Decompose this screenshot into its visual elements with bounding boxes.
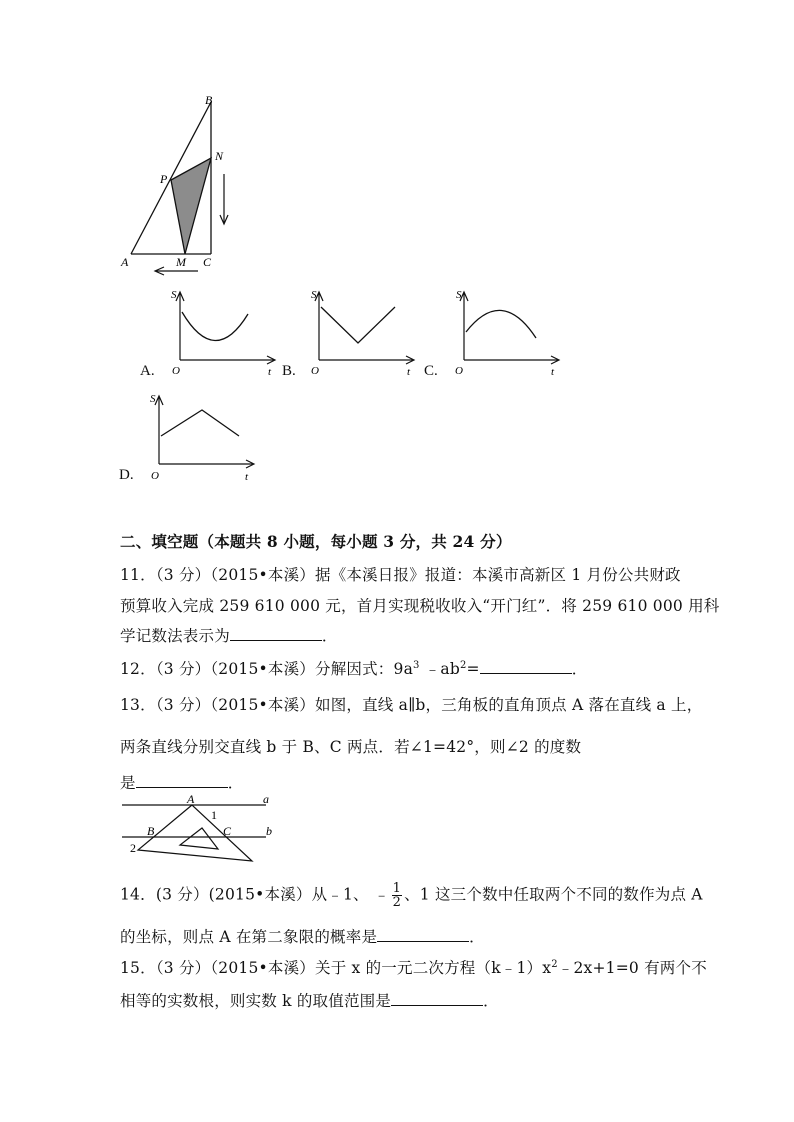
option-a-t-label: t	[268, 366, 272, 378]
q12-exp1: 3	[413, 659, 420, 671]
option-d-s-label: S	[150, 393, 156, 405]
q13-label-C: C	[223, 824, 232, 838]
q13-line1: 13．（3 分）（2015•本溪）如图，直线 a∥b，三角板的直角顶点 A 落在直线 a 上，	[120, 696, 703, 714]
q14-answer-blank[interactable]	[377, 927, 469, 942]
q15-exp: 2	[551, 958, 558, 970]
q15-text: 15．（3 分）（2015•本溪）关于 x 的一元二次方程（k﹣1）x	[120, 959, 552, 977]
q12-exp2: 2	[459, 659, 467, 671]
option-a-graph	[162, 286, 287, 380]
q11-line1: 11．（3 分）（2015•本溪）据《本溪日报》报道：本溪市高新区 1 月份公共财政	[120, 566, 681, 584]
option-b-graph	[301, 286, 426, 380]
q13-label-b: b	[266, 824, 272, 838]
q15-line2-end: ．	[483, 992, 499, 1010]
option-b-origin: O	[311, 365, 319, 377]
q13-line2: 两条直线分别交直线 b 于 B、C 两点．若∠1=42°，则∠2 的度数	[120, 738, 582, 756]
option-d-graph	[141, 390, 266, 484]
label-C: C	[203, 255, 212, 269]
label-B: B	[205, 93, 213, 107]
q14-frac-den: 2	[392, 895, 402, 910]
q12-text: 12．（3 分）（2015•本溪）分解因式：9a	[120, 660, 414, 678]
q13-label-2: 2	[130, 841, 136, 855]
q12-end: ．	[571, 660, 588, 678]
q14-frac-num: 1	[392, 881, 402, 896]
option-b-s-label: S	[311, 289, 317, 301]
q11-line3	[120, 624, 338, 646]
section-title: 二、填空题（本题共 8 小题，每小题 3 分，共 24 分）	[120, 532, 512, 551]
option-b-letter: B.	[282, 363, 296, 379]
option-c-t-label: t	[551, 366, 555, 378]
q15-line1	[120, 956, 707, 978]
label-N: N	[215, 149, 224, 163]
shaded-triangle-pmn	[171, 158, 211, 254]
q13-line3-end: ．	[227, 774, 244, 792]
q12-eq: =	[466, 660, 480, 678]
q15-answer-blank[interactable]	[391, 991, 483, 1006]
label-A: A	[121, 255, 129, 269]
label-P: P	[160, 172, 168, 186]
option-c-graph	[446, 286, 571, 380]
q14-line2-text: 的坐标，则点 A 在第二象限的概率是	[120, 928, 378, 946]
q11-line3-text: 学记数法表示为	[120, 627, 230, 645]
option-d-t-label: t	[245, 471, 249, 483]
option-c-letter: C.	[424, 363, 438, 379]
q13-answer-blank[interactable]	[136, 773, 228, 788]
q12-mid: ﹣ab	[419, 660, 460, 678]
option-b-t-label: t	[407, 366, 411, 378]
q12-answer-blank[interactable]	[480, 659, 572, 674]
q14-text-cont: 、1 这三个数中任取两个不同的数作为点 A	[404, 885, 703, 904]
q13-label-a: a	[263, 792, 269, 806]
q13-label-1: 1	[211, 808, 217, 822]
q13-label-A: A	[187, 792, 195, 806]
q15-text-cont: ﹣2x+1=0 有两个不	[557, 959, 707, 977]
q13-parallel-lines-figure	[118, 792, 288, 862]
q14-fraction	[392, 882, 402, 909]
option-c-origin: O	[455, 365, 463, 377]
q14-text: 14．(3 分）(2015•本溪）从﹣1、 ﹣	[120, 885, 390, 904]
q15-line2	[120, 989, 499, 1011]
option-a-s-label: S	[171, 289, 177, 301]
option-a-origin: O	[172, 365, 180, 377]
q13-label-B: B	[147, 824, 155, 838]
option-d-origin: O	[151, 470, 159, 482]
label-M: M	[176, 255, 186, 269]
q14-line2	[120, 925, 485, 947]
q11-line2: 预算收入完成 259 610 000 元，首月实现税收收入“开门红”．将 259 610 000 用科	[120, 597, 720, 615]
q12-line	[120, 657, 587, 679]
main-triangle-figure	[110, 88, 250, 280]
option-c-s-label: S	[456, 289, 462, 301]
option-d-letter: D.	[119, 467, 134, 483]
q11-answer-blank[interactable]	[230, 626, 322, 641]
q11-line3-end: ．	[321, 627, 338, 645]
q13-line3	[120, 771, 243, 793]
q13-line3-text: 是	[120, 774, 136, 792]
q15-line2-text: 相等的实数根，则实数 k 的取值范围是	[120, 992, 392, 1010]
option-a-letter: A.	[140, 363, 155, 379]
q14-line2-end: ．	[469, 928, 485, 946]
q14-line1	[120, 882, 703, 909]
